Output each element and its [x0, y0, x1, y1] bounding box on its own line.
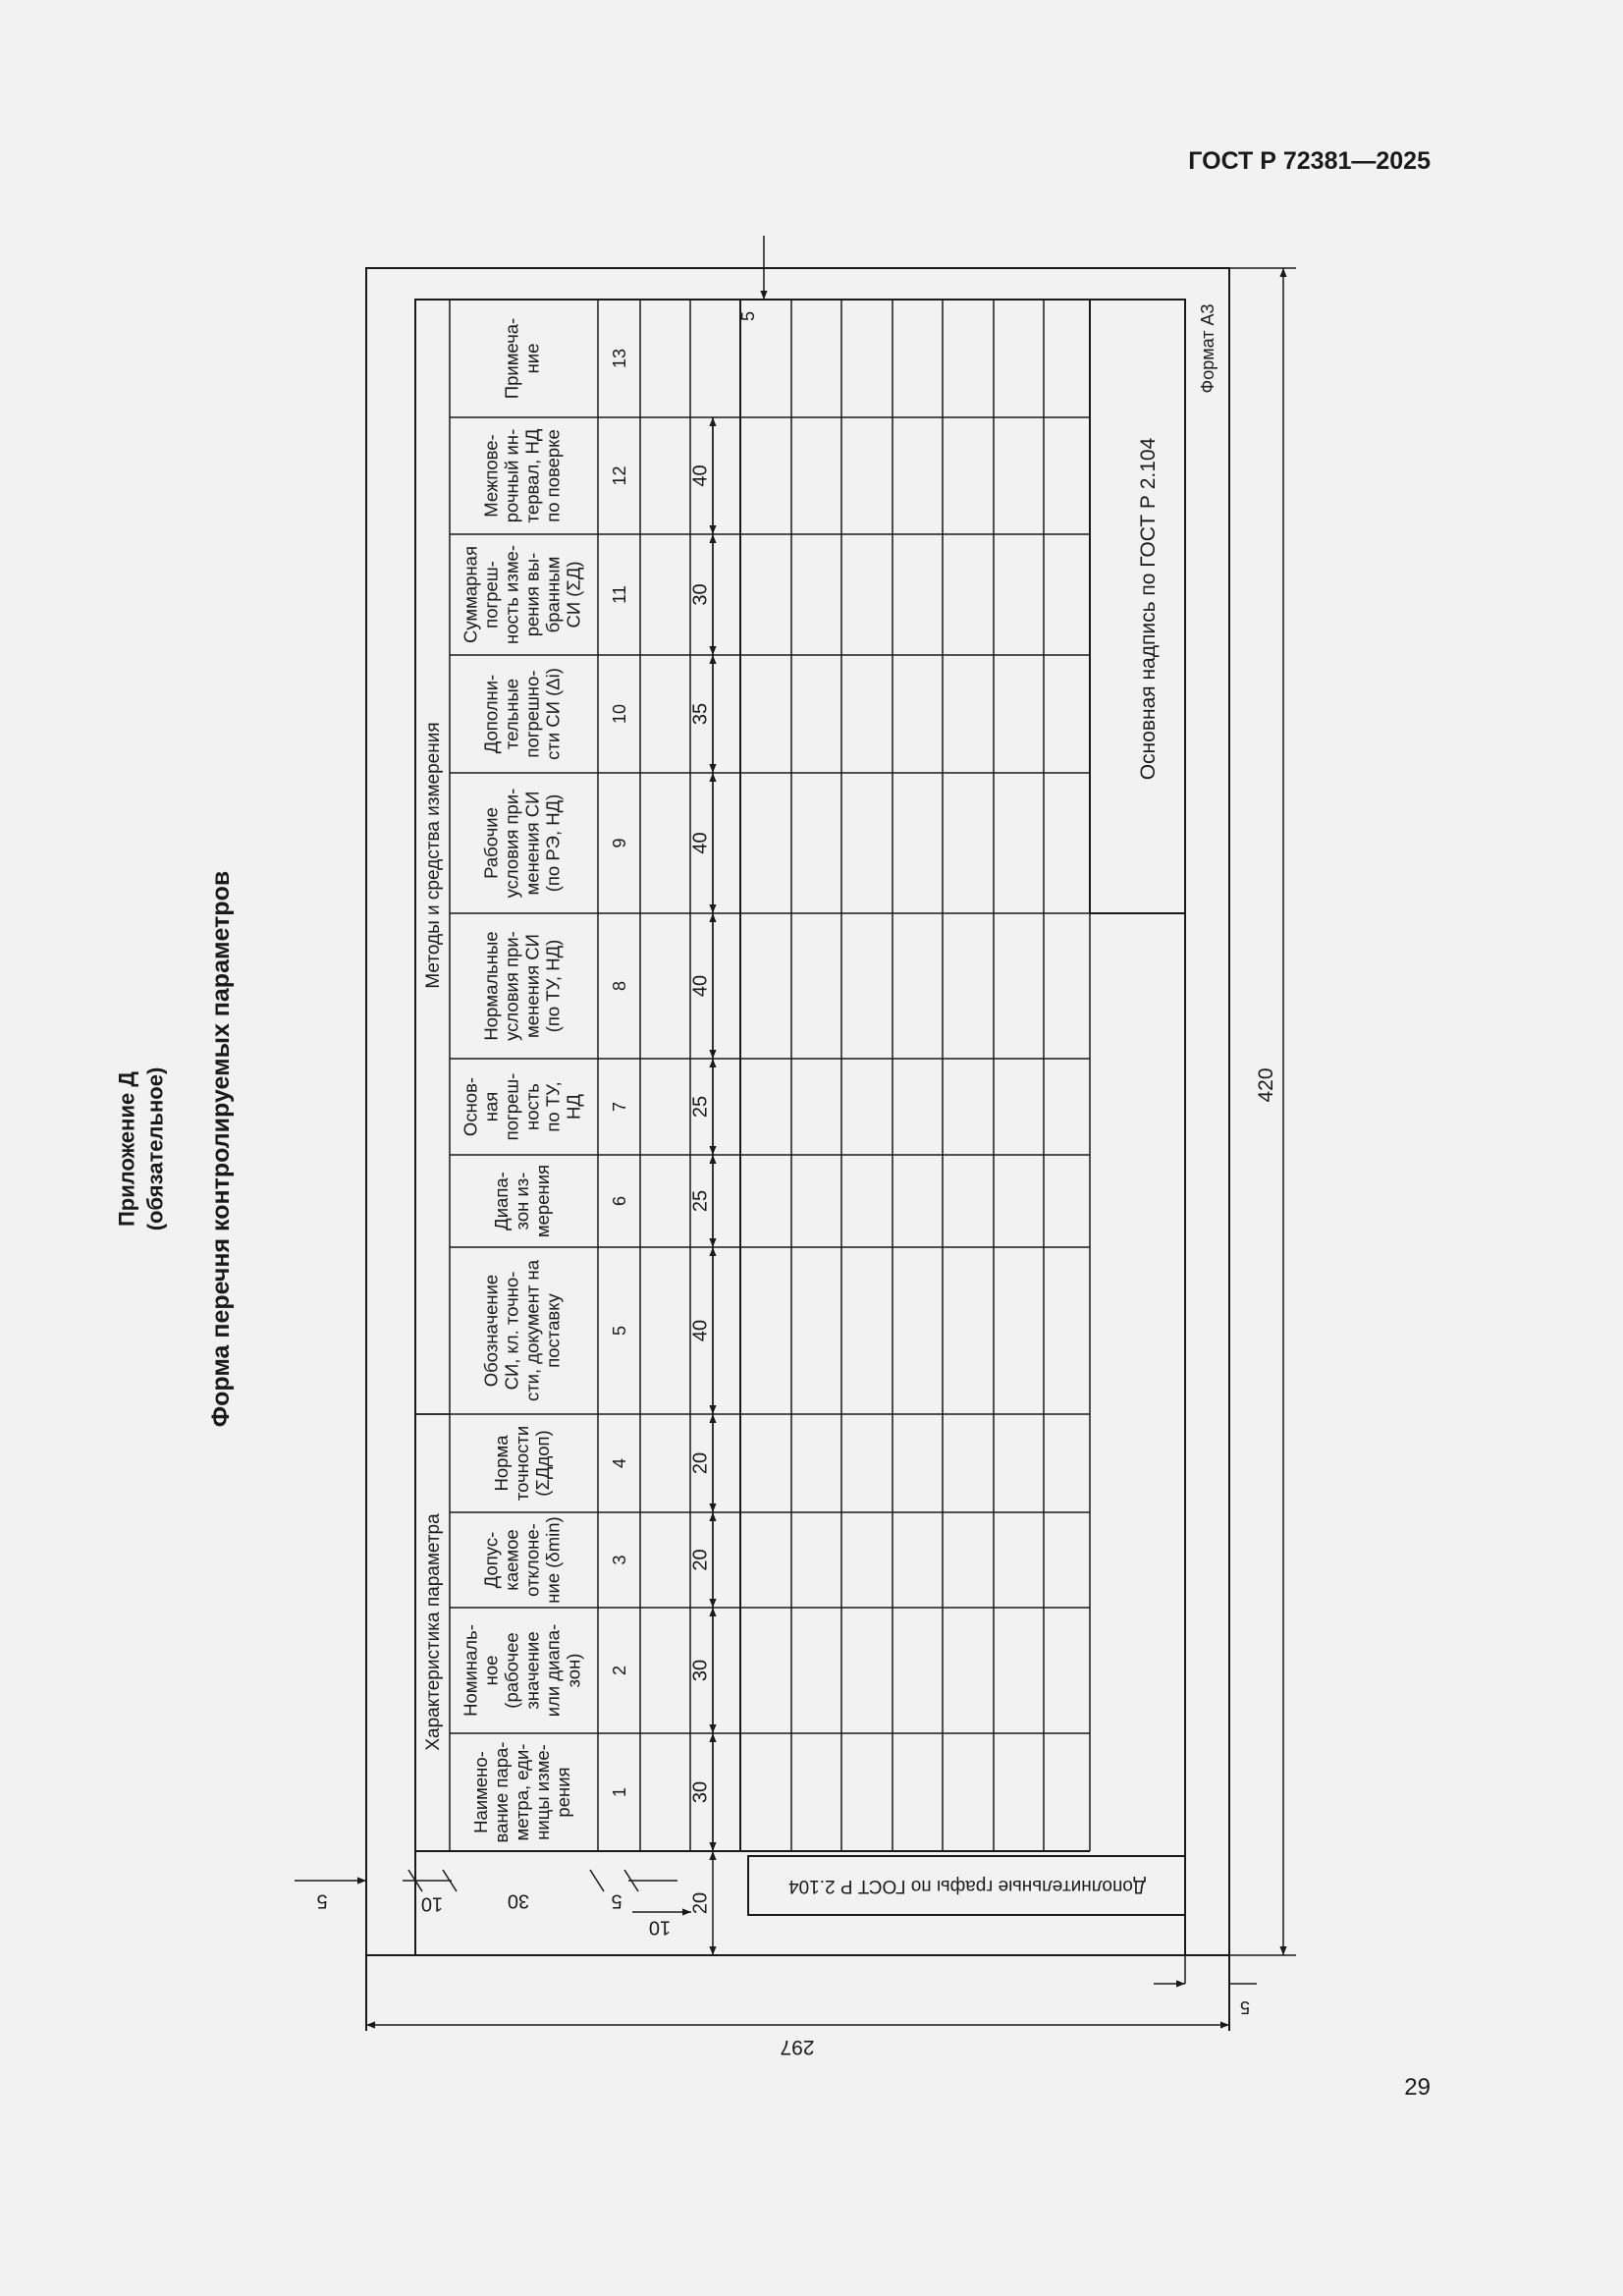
column-number: 6	[609, 1195, 629, 1207]
column-header-line: рения	[552, 1767, 573, 1818]
appendix-status: (обязательное)	[142, 1066, 167, 1231]
column-number: 3	[609, 1555, 629, 1565]
column-header-line: (по ТУ, НД)	[542, 939, 564, 1033]
column-header-line: значение	[521, 1631, 543, 1710]
column-header-line: погреш-	[501, 1072, 522, 1141]
column-header-line: ность изме-	[501, 545, 522, 644]
column-header-line: по поверке	[542, 429, 564, 522]
column-header-line: сти, документ на	[521, 1259, 543, 1402]
column-number: 13	[609, 348, 629, 369]
column-header-line: метра, еди-	[511, 1743, 532, 1841]
column-width-dimensions	[689, 417, 713, 1851]
column-numbers	[610, 349, 629, 1797]
column-header-line: зон из-	[511, 1172, 532, 1230]
width-dim-value: 40	[689, 1319, 712, 1342]
width-dim-label: 297	[780, 2036, 815, 2058]
column-header-line: бранным	[542, 556, 564, 633]
column-header-line: Допус-	[480, 1531, 502, 1589]
width-dim-value: 40	[689, 465, 712, 487]
column-header-line: или диапа-	[542, 1623, 564, 1718]
height-dim-label: 420	[1255, 1067, 1277, 1103]
column-header-line: мерения	[531, 1164, 553, 1238]
column-header-line: по ТУ,	[542, 1081, 564, 1132]
column-header-line: погреш-	[480, 561, 502, 629]
column-header-line: менения СИ	[521, 791, 543, 896]
column-header-line: ние	[521, 343, 543, 374]
column-header-line: менения СИ	[521, 934, 543, 1038]
column-header-line: сти СИ (Δi)	[542, 668, 564, 760]
column-header-line: (ΣДдоп)	[531, 1430, 553, 1497]
column-header-line: Основ-	[460, 1076, 481, 1137]
column-header-line: рочный ин-	[501, 428, 522, 523]
appendix-title: Приложение Д	[114, 1071, 139, 1227]
margin-dim-value: 20	[689, 1891, 712, 1915]
group-header-left: Характеристика параметра	[423, 1513, 444, 1751]
additional-columns-label: Дополнительные графы по ГОСТ Р 2.104	[788, 1875, 1146, 1896]
column-header-line: рения вы-	[521, 552, 543, 637]
width-dim-value: 40	[689, 974, 712, 998]
width-dim-value: 30	[689, 1780, 712, 1804]
column-header-line: ние (δmin)	[542, 1516, 564, 1604]
margin-dim-value: 5	[316, 1889, 328, 1912]
column-header-line: точности	[511, 1425, 532, 1502]
column-header-line: тервал, НД	[521, 428, 543, 523]
column-number: 4	[609, 1457, 629, 1469]
format-label: Формат А3	[1198, 303, 1217, 394]
column-header-line: Суммарная	[460, 546, 481, 643]
width-dim-value: 40	[689, 832, 712, 854]
column-header-line: Дополни-	[480, 674, 502, 754]
width-dim-value: 20	[689, 1549, 712, 1571]
column-number: 1	[609, 1786, 629, 1798]
column-header-line: ная	[480, 1091, 502, 1122]
column-header-line: НД	[563, 1094, 584, 1120]
column-header-line: СИ, кл. точно-	[501, 1271, 522, 1391]
column-number: 2	[609, 1665, 629, 1676]
top-dim-label: 5	[738, 310, 758, 322]
column-header-line: СИ (ΣД)	[563, 561, 584, 629]
column-number: 11	[609, 585, 629, 604]
document-code: ГОСТ Р 72381—2025	[1188, 147, 1431, 175]
column-header-line: ницы изме-	[531, 1744, 553, 1840]
column-header-line: Примеча-	[501, 317, 522, 400]
column-header-line: погрешно-	[521, 670, 543, 758]
form-title: Форма перечня контролируемых параметров	[206, 870, 235, 1428]
main-stamp-label: Основная надпись по ГОСТ Р 2.104	[1137, 437, 1160, 781]
column-headers	[460, 318, 583, 1843]
column-header-line: Рабочие	[480, 807, 502, 879]
margin-dim-value: 10	[420, 1892, 444, 1915]
margin-dim-value: 10	[648, 1916, 672, 1939]
margin-dim-value: 5	[611, 1889, 622, 1912]
column-header-line: каемое	[501, 1529, 522, 1591]
width-dim-value: 20	[689, 1451, 712, 1475]
left-margin-dimensions	[295, 1851, 713, 1955]
column-header-line: Номиналь-	[460, 1624, 481, 1717]
column-number: 7	[609, 1101, 629, 1113]
column-header-line: (по РЭ, НД)	[542, 793, 564, 893]
margin-dim-tick	[590, 1870, 604, 1891]
column-header-line: Диапа-	[490, 1172, 512, 1230]
column-header-line: отклоне-	[521, 1523, 543, 1597]
column-header-line: зон)	[563, 1653, 584, 1688]
column-header-line: поставку	[542, 1293, 564, 1368]
column-header-line: Нормальные	[480, 931, 502, 1041]
page-number: 29	[1404, 2074, 1431, 2101]
column-header-line: условия при-	[501, 931, 522, 1041]
group-header-right: Методы и средства измерения	[423, 722, 444, 989]
column-header-line: Наимено-	[469, 1751, 491, 1833]
table-row-lines	[640, 300, 1090, 1851]
bottom-right-dim-label: 5	[1239, 1997, 1251, 2017]
column-number: 12	[609, 465, 629, 486]
column-header-line: Норма	[490, 1435, 512, 1492]
column-header-line: ность	[521, 1083, 543, 1130]
width-dim-value: 35	[689, 702, 712, 726]
width-dim-value: 25	[689, 1095, 712, 1119]
column-header-line: (рабочее	[501, 1632, 522, 1709]
column-header-line: Обозначение	[480, 1274, 502, 1388]
column-number: 5	[609, 1325, 629, 1337]
column-header-line: условия при-	[501, 788, 522, 899]
column-header-line: ное	[480, 1655, 502, 1686]
width-dim-value: 30	[689, 583, 712, 606]
column-number: 8	[609, 980, 629, 992]
column-header-line: вание пара-	[490, 1741, 512, 1843]
column-header-line: тельные	[501, 678, 522, 750]
width-dim-value: 25	[689, 1189, 712, 1213]
column-number: 9	[609, 838, 629, 848]
column-number: 10	[609, 703, 629, 725]
width-dim-value: 30	[689, 1659, 712, 1682]
column-header-line: Межпове-	[480, 434, 502, 518]
margin-dim-value: 30	[507, 1889, 530, 1912]
